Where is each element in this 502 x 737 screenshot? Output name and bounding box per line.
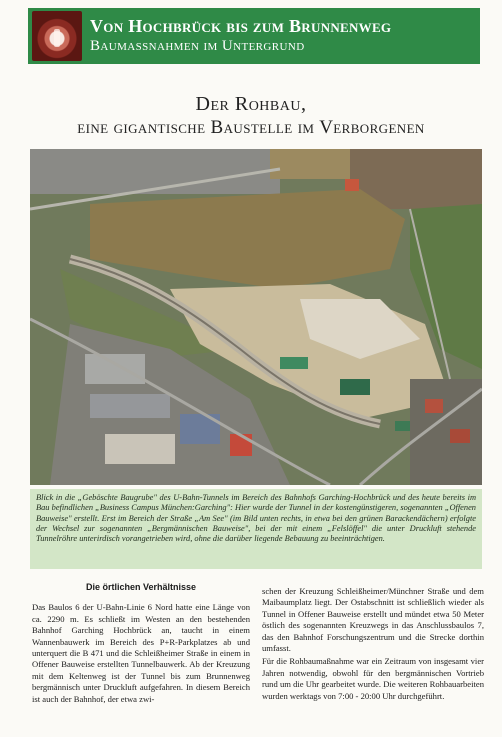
- aerial-construction-site-photo: [30, 149, 482, 485]
- banner-title: Von Hochbrück bis zum Brunnenweg: [90, 16, 392, 36]
- header-banner: [28, 8, 480, 64]
- page-headline: [0, 92, 502, 140]
- article-paragraph: schen der Kreuzung Schleißheimer/Münchner Straße und dem Maibaumplatz liegt. Der Ostabschnitt ist schließlich wieder als Tunnel in Offener Bauweise erstellt und mündet etwa 50 Meter östlich des sogenannten Kreuzwegs in das Anschlussbaulos 7, das den Bahnhof Forschungszentrum und die Strecke dorthin umfasst.: [262, 586, 484, 654]
- article-column-right: [262, 586, 484, 704]
- tunnel-portal-icon: [32, 11, 82, 61]
- banner-text: [90, 16, 391, 56]
- photo-caption: Blick in die „Geböschte Baugrube" des U-Bahn-Tunnels im Bereich des Bahnhofs Garching-Hochbrück und des heute bereits im Bau befindlichen „Business Campus München:Garching": Hier wurde der Tunnel in der kostengünstigeren, sogenannten „Offenen Bauweise" erstellt. Erst im Bereich der Straße „Am See" (im Bild unten rechts, in etwa bei den grünen Barackendächern) erfolgte der Wechsel zur sogenannten „Bergmännischen Bauweise", bei der mit einem „Felslöffel" die unter Druckluft stehende Tunnelröhre unterirdisch vorangetrieben wird, ohne die darüber liegende Bebauung zu beeinträchtigen.: [30, 489, 482, 569]
- article-column-left: [32, 582, 250, 707]
- article-paragraph: Das Baulos 6 der U-Bahn-Linie 6 Nord hatte eine Länge von ca. 2290 m. Es schließt im Westen an den bestehenden Bahnhof Garching Hochbrück an, taucht in einem Wannenbauwerk im Bereich des P+R-Parkplatzes ab und unterquert die B 471 und die Schleißheimer Straße in einem in Offener Bauweise erstellten Tunnelbauwerk. Ab der Kreuzung mit dem Keltenweg ist der Tunnel bis zum Brunnenweg bergmännisch unter Druckluft aufgefahren. In diesem Bereich ist auch der Bahnhof, der etwa zwi-: [32, 602, 250, 704]
- headline-line-1: Der Rohbau,: [195, 93, 307, 115]
- article-paragraph: Für die Rohbaumaßnahme war ein Zeitraum von insgesamt vier Jahren notwendig, obwohl für den bergmännischen Vortrieb rund um die Uhr gearbeitet wurde. Die weiteren Rohbauarbeiten wurden werktags von 7:00 - 20:00 Uhr durchgeführt.: [262, 656, 484, 701]
- section-heading: Die örtlichen Verhältnisse: [85, 582, 197, 592]
- headline-line-2: eine gigantische Baustelle im Verborgenen: [77, 117, 425, 138]
- banner-subtitle: Baumassnahmen im Untergrund: [90, 38, 305, 54]
